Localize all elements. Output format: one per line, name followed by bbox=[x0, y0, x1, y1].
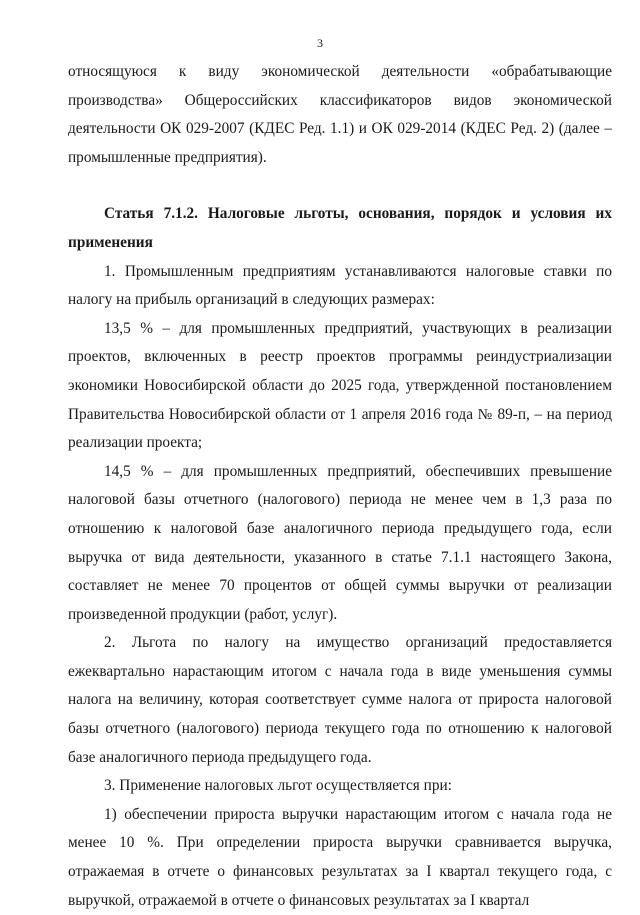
paragraph-item-2: 2. Льгота по налогу на имущество организаций предоставляется ежеквартально нарастающим итогом с начала года в виде уменьшения суммы налога на величину, которая соответствует сумме налога от прироста налоговой базы отчетного (налогового) периода текущего года по отношению к налоговой базе аналогичного периода предыдущего года. bbox=[68, 634, 612, 766]
page-number: 3 bbox=[317, 36, 323, 50]
article-heading: Статья 7.1.2. Налоговые льготы, основания, порядок и условия их применения bbox=[68, 205, 612, 251]
paragraph-subitem-1: 1) обеспечении прироста выручки нарастающим итогом с начала года не менее 10 %. При определении прироста выручки сравнивается выручка, отражаемая в отчете о финансовых результатах за I квартал текущего года, с выручкой, отражаемой в отчете о финансовых результатах за I квартал bbox=[68, 805, 612, 909]
paragraph-rate-13-5: 13,5 % – для промышленных предприятий, участвующих в реализации проектов, включенных в реестр проектов программы реиндустриализации экономики Новосибирской области до 2025 года, утвержденной постановлением Правительства Новосибирской области от 1 апреля 2016 года № 89-п, – на период реализации проекта; bbox=[68, 319, 612, 452]
paragraph-rate-14-5: 14,5 % – для промышленных предприятий, обеспечивших превышение налоговой базы отчетного (налогового) периода не менее чем в 1,3 раза по отношению к налоговой базе аналогичного периода предыдущего года, если выручка от вида деятельности, указанного в статье 7.1.1 настоящего Закона, составляет не менее 70 процентов от общей суммы выручки от реализации произведенной продукции (работ, услуг). bbox=[68, 462, 612, 623]
paragraph-item-3: 3. Применение налоговых льгот осуществляется при: bbox=[104, 777, 452, 795]
paragraph-continuation: относящуюся к виду экономической деятельности «обрабатывающие производства» Общероссийских классификаторов видов экономической деятельности ОК 029-2007 (КДЕС Ред. 1.1) и ОК 029-2014 (КДЕС Ред. 2) (далее – промышленные предприятия). bbox=[68, 63, 612, 166]
document-body bbox=[68, 58, 612, 915]
paragraph-item-1: 1. Промышленным предприятиям устанавливаются налоговые ставки по налогу на прибыль организаций в следующих размерах: bbox=[68, 262, 612, 309]
